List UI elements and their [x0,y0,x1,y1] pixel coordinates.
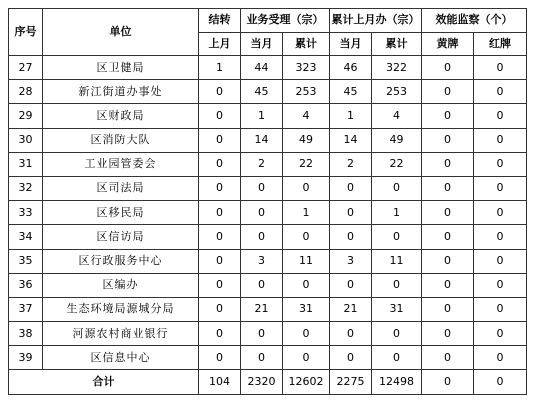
cell-unit: 区移民局 [43,201,199,225]
cell-carry: 0 [199,273,241,297]
cell-unit: 区财政局 [43,104,199,128]
cell-cumulative-total: 11 [372,249,422,273]
cell-yellow-card: 0 [422,128,474,152]
cell-yellow-card: 0 [422,176,474,200]
total-carry: 104 [199,370,241,395]
cell-unit: 新江街道办事处 [43,80,199,104]
cell-carry: 0 [199,128,241,152]
total-cumulative-month: 2275 [330,370,372,395]
total-red-card: 0 [474,370,527,395]
cell-carry: 0 [199,152,241,176]
cell-unit: 区卫健局 [43,56,199,80]
table-row [9,249,527,273]
cell-unit: 工业园管委会 [43,152,199,176]
cell-cumulative-month: 0 [330,176,372,200]
cell-red-card: 0 [474,273,527,297]
cell-business-total: 11 [283,249,330,273]
cell-unit: 区编办 [43,273,199,297]
cell-yellow-card: 0 [422,225,474,249]
cell-cumulative-total: 0 [372,225,422,249]
cell-business-total: 0 [283,273,330,297]
cell-yellow-card: 0 [422,80,474,104]
table-row [9,297,527,321]
cell-seq: 38 [9,322,43,346]
cell-red-card: 0 [474,346,527,370]
cell-red-card: 0 [474,322,527,346]
header-cumulative-month: 当月 [330,33,372,56]
cell-unit: 河源农村商业银行 [43,322,199,346]
cell-business-total: 31 [283,297,330,321]
cell-seq: 39 [9,346,43,370]
cell-unit: 生态环境局源城分局 [43,297,199,321]
cell-yellow-card: 0 [422,322,474,346]
header-unit: 单位 [43,9,199,56]
total-cumulative-total: 12498 [372,370,422,395]
table-row [9,128,527,152]
cell-unit: 区行政服务中心 [43,249,199,273]
cell-cumulative-month: 46 [330,56,372,80]
cell-business-total: 4 [283,104,330,128]
cell-yellow-card: 0 [422,201,474,225]
header-seq: 序号 [9,9,43,56]
cell-carry: 0 [199,297,241,321]
cell-cumulative-total: 1 [372,201,422,225]
cell-business-total: 22 [283,152,330,176]
cell-yellow-card: 0 [422,152,474,176]
cell-business-month: 0 [241,273,283,297]
cell-business-month: 14 [241,128,283,152]
cell-business-month: 21 [241,297,283,321]
cell-business-total: 0 [283,176,330,200]
total-business-total: 12602 [283,370,330,395]
cell-seq: 36 [9,273,43,297]
cell-cumulative-total: 22 [372,152,422,176]
cell-unit: 区信访局 [43,225,199,249]
cell-cumulative-month: 1 [330,104,372,128]
header-transfer-sub: 上月 [199,33,241,56]
cell-business-total: 0 [283,346,330,370]
cell-seq: 33 [9,201,43,225]
cell-red-card: 0 [474,201,527,225]
cell-seq: 37 [9,297,43,321]
cell-cumulative-month: 45 [330,80,372,104]
cell-carry: 0 [199,104,241,128]
cell-unit: 区司法局 [43,176,199,200]
cell-cumulative-total: 322 [372,56,422,80]
cell-cumulative-month: 0 [330,322,372,346]
stats-table [8,8,527,395]
table-row [9,104,527,128]
cell-seq: 29 [9,104,43,128]
cell-cumulative-month: 3 [330,249,372,273]
cell-cumulative-month: 0 [330,225,372,249]
cell-unit: 区信息中心 [43,346,199,370]
cell-cumulative-total: 31 [372,297,422,321]
cell-cumulative-month: 14 [330,128,372,152]
cell-yellow-card: 0 [422,346,474,370]
cell-seq: 27 [9,56,43,80]
cell-seq: 28 [9,80,43,104]
cell-seq: 34 [9,225,43,249]
header-yellow-card: 黄牌 [422,33,474,56]
cell-cumulative-month: 2 [330,152,372,176]
cell-carry: 0 [199,346,241,370]
cell-business-month: 1 [241,104,283,128]
cell-business-total: 323 [283,56,330,80]
cell-red-card: 0 [474,80,527,104]
table-row [9,225,527,249]
cell-business-total: 1 [283,201,330,225]
cell-seq: 32 [9,176,43,200]
cell-carry: 0 [199,249,241,273]
cell-seq: 31 [9,152,43,176]
header-row-top [9,9,527,33]
header-business-total: 累计 [283,33,330,56]
cell-cumulative-total: 0 [372,273,422,297]
cell-red-card: 0 [474,128,527,152]
table-body [9,56,527,395]
cell-cumulative-month: 0 [330,346,372,370]
header-cumulative-total: 累计 [372,33,422,56]
table-row [9,56,527,80]
cell-carry: 0 [199,80,241,104]
cell-cumulative-month: 0 [330,273,372,297]
cell-cumulative-month: 21 [330,297,372,321]
total-label: 合计 [9,370,199,395]
cell-business-total: 49 [283,128,330,152]
cell-carry: 0 [199,201,241,225]
header-business: 业务受理（宗） [241,9,330,33]
table-row [9,346,527,370]
cell-red-card: 0 [474,152,527,176]
cell-cumulative-total: 0 [372,176,422,200]
cell-business-month: 0 [241,346,283,370]
cell-red-card: 0 [474,225,527,249]
cell-business-month: 44 [241,56,283,80]
cell-carry: 0 [199,322,241,346]
cell-carry: 1 [199,56,241,80]
cell-yellow-card: 0 [422,273,474,297]
header-red-card: 红牌 [474,33,527,56]
cell-business-total: 0 [283,225,330,249]
cell-cumulative-total: 49 [372,128,422,152]
cell-cumulative-total: 0 [372,346,422,370]
table-row [9,176,527,200]
table-row [9,273,527,297]
cell-business-total: 0 [283,322,330,346]
cell-yellow-card: 0 [422,56,474,80]
cell-yellow-card: 0 [422,104,474,128]
cell-business-month: 2 [241,152,283,176]
table-row [9,201,527,225]
cell-business-month: 0 [241,225,283,249]
cell-business-month: 3 [241,249,283,273]
cell-business-total: 253 [283,80,330,104]
cell-unit: 区消防大队 [43,128,199,152]
header-cumulative: 累计上月办（宗） [330,9,422,33]
cell-carry: 0 [199,176,241,200]
total-yellow-card: 0 [422,370,474,395]
cell-seq: 35 [9,249,43,273]
cell-business-month: 45 [241,80,283,104]
table-row [9,80,527,104]
cell-yellow-card: 0 [422,297,474,321]
cell-cumulative-total: 4 [372,104,422,128]
cell-business-month: 0 [241,176,283,200]
cell-red-card: 0 [474,56,527,80]
cell-carry: 0 [199,225,241,249]
header-business-month: 当月 [241,33,283,56]
cell-yellow-card: 0 [422,249,474,273]
table-row [9,152,527,176]
total-row [9,370,527,395]
total-business-month: 2320 [241,370,283,395]
cell-red-card: 0 [474,176,527,200]
cell-red-card: 0 [474,249,527,273]
header-transfer: 结转 [199,9,241,33]
table-row [9,322,527,346]
cell-business-month: 0 [241,322,283,346]
cell-business-month: 0 [241,201,283,225]
cell-cumulative-total: 253 [372,80,422,104]
cell-red-card: 0 [474,104,527,128]
cell-seq: 30 [9,128,43,152]
cell-cumulative-month: 0 [330,201,372,225]
cell-cumulative-total: 0 [372,322,422,346]
header-supervision: 效能监察（个） [422,9,527,33]
cell-red-card: 0 [474,297,527,321]
